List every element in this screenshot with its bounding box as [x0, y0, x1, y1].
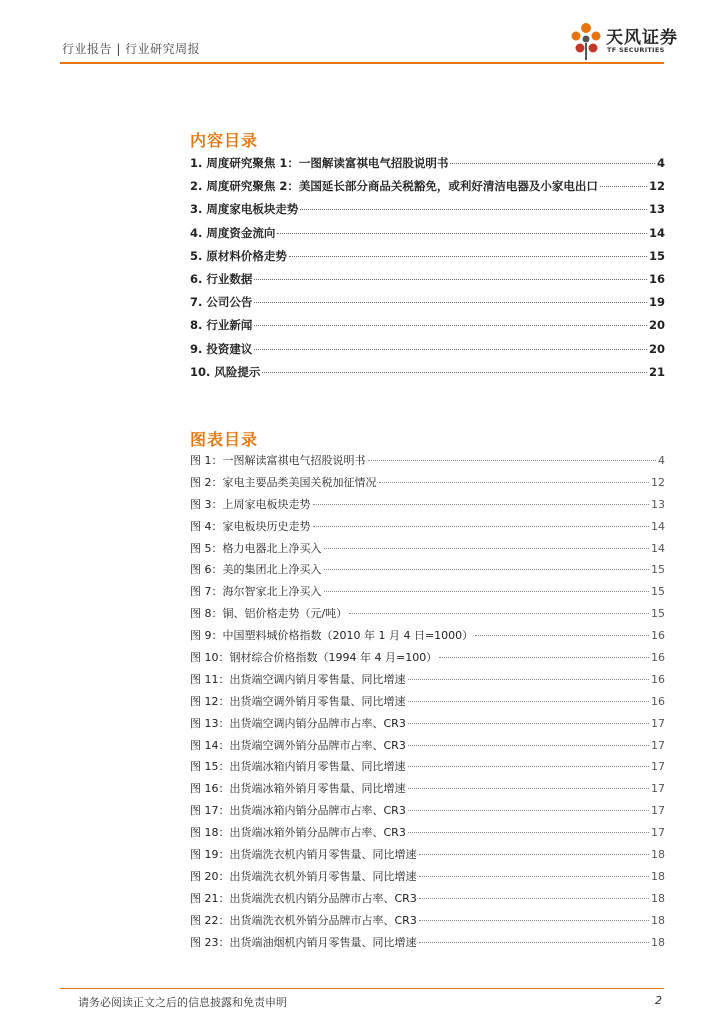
figure-entry[interactable] — [190, 693, 665, 715]
report-category: 行业报告 | 行业研究周报 — [62, 42, 201, 56]
toc-entry-page: 12 — [648, 179, 665, 194]
figure-entry-label: 图 6：美的集团北上净买入 — [190, 563, 322, 577]
figure-entry-label: 图 4：家电板块历史走势 — [190, 519, 311, 533]
figure-entry-label: 图 9：中国塑料城价格指数（2010 年 1 月 4 日=1000） — [190, 629, 474, 643]
dot-leader — [324, 569, 650, 570]
dot-leader — [300, 209, 647, 210]
figure-entry-label: 图 17：出货端冰箱内销分品牌市占率、CR3 — [190, 804, 406, 818]
figure-entry[interactable] — [190, 583, 665, 605]
figure-entry-label: 图 2：家电主要品类美国关税加征情况 — [190, 475, 377, 489]
figure-entry-label: 图 22：出货端洗衣机外销分品牌市占率、CR3 — [190, 913, 417, 927]
dot-leader — [254, 349, 647, 350]
figure-entry[interactable] — [190, 846, 665, 868]
figure-entry-page: 16 — [651, 672, 665, 686]
figure-entry-label: 图 10：钢材综合价格指数（1994 年 4 月=100） — [190, 651, 438, 665]
toc-entry[interactable] — [190, 364, 665, 387]
figure-entry-page: 17 — [651, 738, 665, 752]
toc-entry-label: 9. 投资建议 — [190, 341, 253, 356]
figure-entry-label: 图 11：出货端空调内销月零售量、同比增速 — [190, 672, 406, 686]
figure-entry-label: 图 7：海尔智家北上净买入 — [190, 585, 322, 599]
figure-entry-page: 14 — [651, 519, 665, 533]
dot-leader — [324, 548, 650, 549]
figure-entry[interactable] — [190, 627, 665, 649]
toc-entry-page: 20 — [648, 341, 665, 356]
figure-entry-label: 图 3：上周家电板块走势 — [190, 497, 311, 511]
figure-entry-label: 图 12：出货端空调外销月零售量、同比增速 — [190, 694, 406, 708]
dot-leader — [408, 745, 649, 746]
toc-entry-page: 13 — [648, 202, 665, 217]
company-logo — [566, 20, 676, 62]
figure-entry-label: 图 1：一图解读富祺电气招股说明书 — [190, 454, 366, 467]
figure-entry-page: 16 — [651, 629, 665, 643]
figure-entry-page: 15 — [651, 563, 665, 577]
figure-entry-page: 17 — [651, 804, 665, 818]
toc-entry-page: 15 — [648, 248, 665, 263]
figure-entry-page: 18 — [651, 848, 665, 862]
flower-logo-icon — [566, 20, 606, 62]
figure-entry[interactable] — [190, 758, 665, 780]
figure-entry[interactable] — [190, 496, 665, 518]
toc-entry-page: 20 — [648, 318, 665, 333]
dot-leader — [408, 788, 650, 789]
dot-leader — [254, 302, 647, 303]
toc-entry[interactable] — [190, 248, 665, 271]
figure-entry-page: 18 — [651, 891, 665, 905]
figure-entry-page: 17 — [651, 782, 665, 796]
figure-entry[interactable] — [190, 715, 665, 737]
toc-entry-label: 2. 周度研究聚焦 2：美国延长部分商品关税豁免，或利好清洁电器及小家电出口 — [190, 179, 598, 194]
toc-entry-label: 8. 行业新闻 — [190, 318, 253, 333]
dot-leader — [349, 613, 649, 614]
toc-entry-label: 1. 周度研究聚焦 1：一图解读富祺电气招股说明书 — [190, 156, 449, 170]
figure-entry[interactable] — [190, 540, 665, 562]
figure-entry-page: 18 — [651, 935, 665, 949]
toc-entry-label: 6. 行业数据 — [190, 271, 253, 286]
dot-leader — [408, 766, 650, 767]
figure-entry[interactable] — [190, 824, 665, 846]
toc-entry-label: 4. 周度资金流向 — [190, 225, 276, 240]
contents-title: 内容目录 — [190, 131, 259, 150]
figure-entry-label: 图 21：出货端洗衣机内销分品牌市占率、CR3 — [190, 891, 417, 905]
toc-entry[interactable] — [190, 225, 665, 248]
toc-entry-page: 14 — [648, 225, 665, 240]
footer-divider — [60, 988, 664, 989]
toc-entry-page: 16 — [648, 271, 665, 286]
figure-entry-label: 图 16：出货端冰箱外销月零售量、同比增速 — [190, 782, 406, 796]
toc-entry-label: 7. 公司公告 — [190, 295, 253, 310]
toc-entry[interactable] — [190, 201, 665, 224]
figure-entry[interactable] — [190, 912, 665, 934]
figure-entry-page: 4 — [658, 454, 665, 467]
figure-entry[interactable] — [190, 518, 665, 540]
figure-entry-page: 15 — [651, 607, 665, 621]
toc-entry-page: 4 — [656, 156, 665, 170]
dot-leader — [277, 233, 647, 234]
list-of-figures — [190, 452, 665, 955]
figure-entry[interactable] — [190, 671, 665, 693]
dot-leader — [450, 163, 655, 164]
dot-leader — [262, 372, 647, 373]
dot-leader — [254, 325, 647, 326]
figure-entry[interactable] — [190, 452, 665, 474]
toc-entry[interactable] — [190, 155, 665, 178]
figure-entry[interactable] — [190, 934, 665, 956]
figure-entry-label: 图 20：出货端洗衣机外销月零售量、同比增速 — [190, 869, 417, 883]
figure-entry-page: 15 — [651, 585, 665, 599]
figure-entry-page: 14 — [651, 541, 665, 555]
toc-entry[interactable] — [190, 178, 665, 201]
toc-entry[interactable] — [190, 317, 665, 340]
dot-leader — [419, 920, 649, 921]
figure-entry[interactable] — [190, 780, 665, 802]
dot-leader — [324, 591, 650, 592]
figure-entry-page: 17 — [651, 760, 665, 774]
toc-entry[interactable] — [190, 294, 665, 317]
dot-leader — [408, 832, 649, 833]
figure-entry[interactable] — [190, 605, 665, 627]
logo-chinese-name: 天风证券 — [606, 28, 678, 48]
figure-entry[interactable] — [190, 868, 665, 890]
logo-english-name: TF SECURITIES — [607, 46, 665, 54]
figure-entry-page: 18 — [651, 913, 665, 927]
figure-entry[interactable] — [190, 890, 665, 912]
figure-entry-label: 图 14：出货端空调外销分品牌市占率、CR3 — [190, 738, 406, 752]
figure-entry-page: 17 — [651, 826, 665, 840]
dot-leader — [379, 482, 650, 483]
dot-leader — [408, 679, 650, 680]
figure-entry-page: 12 — [651, 475, 665, 489]
toc-entry[interactable] — [190, 341, 665, 364]
figure-entry[interactable] — [190, 737, 665, 759]
dot-leader — [313, 526, 650, 527]
figure-entry-label: 图 19：出货端洗衣机内销月零售量、同比增速 — [190, 848, 417, 862]
dot-leader — [368, 460, 657, 461]
page-number: 2 — [655, 994, 662, 1007]
table-of-contents — [190, 155, 665, 387]
figure-entry-page: 16 — [651, 651, 665, 665]
toc-entry-page: 19 — [648, 295, 665, 310]
figure-entry[interactable] — [190, 649, 665, 671]
toc-entry-label: 5. 原材料价格走势 — [190, 248, 287, 263]
dot-leader — [419, 942, 650, 943]
figure-entry-label: 图 18：出货端冰箱外销分品牌市占率、CR3 — [190, 826, 406, 840]
figure-entry-page: 18 — [651, 869, 665, 883]
figure-entry-label: 图 8：铜、铝价格走势（元/吨） — [190, 607, 348, 621]
dot-leader — [419, 876, 650, 877]
dot-leader — [600, 186, 647, 187]
figure-entry[interactable] — [190, 474, 665, 496]
dot-leader — [313, 504, 650, 505]
dot-leader — [408, 701, 650, 702]
toc-entry-label: 10. 风险提示 — [190, 364, 261, 379]
figure-entry-label: 图 15：出货端冰箱内销月零售量、同比增速 — [190, 760, 406, 774]
figure-entry-page: 17 — [651, 716, 665, 730]
dot-leader — [439, 657, 649, 658]
dot-leader — [408, 723, 649, 724]
figure-entry-label: 图 5：格力电器北上净买入 — [190, 541, 322, 555]
header-divider — [60, 62, 664, 64]
toc-entry-page: 21 — [648, 364, 665, 379]
figures-title: 图表目录 — [190, 430, 259, 449]
dot-leader — [408, 810, 649, 811]
figure-entry-label: 图 13：出货端空调内销分品牌市占率、CR3 — [190, 716, 406, 730]
dot-leader — [475, 635, 649, 636]
figure-entry-label: 图 23：出货端油烟机内销月零售量、同比增速 — [190, 935, 417, 949]
dot-leader — [419, 854, 650, 855]
figure-entry[interactable] — [190, 802, 665, 824]
footer-disclaimer: 请务必阅读正文之后的信息披露和免责申明 — [78, 996, 287, 1009]
toc-entry-label: 3. 周度家电板块走势 — [190, 202, 299, 217]
figure-entry-page: 13 — [651, 497, 665, 511]
figure-entry[interactable] — [190, 561, 665, 583]
dot-leader — [254, 279, 647, 280]
dot-leader — [419, 898, 649, 899]
dot-leader — [289, 256, 647, 257]
figure-entry-page: 16 — [651, 694, 665, 708]
toc-entry[interactable] — [190, 271, 665, 294]
